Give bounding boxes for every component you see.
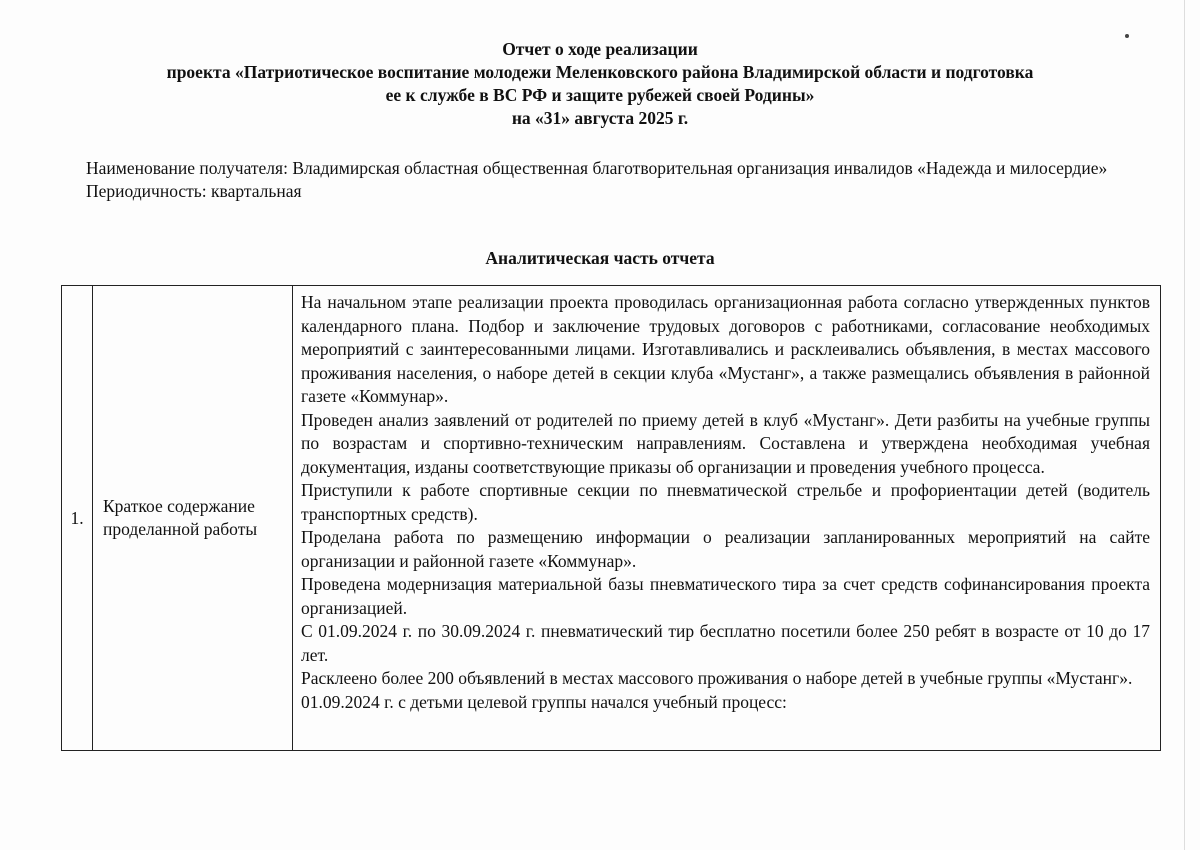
title-line-3: ее к службе в ВС РФ и защите рубежей своей Родины»: [385, 85, 815, 105]
content-paragraph: С 01.09.2024 г. по 30.09.2024 г. пневматический тир бесплатно посетили более 250 ребят в возрасте от 10 до 17 лет.: [301, 621, 1150, 665]
periodicity-value: квартальная: [211, 181, 302, 201]
content-paragraph: Расклеено более 200 объявлений в местах массового проживания о наборе детей в учебные группы «Мустанг».: [301, 668, 1133, 688]
content-paragraph: 01.09.2024 г. с детьми целевой группы начался учебный процесс:: [301, 691, 787, 712]
title-line-2: проекта «Патриотическое воспитание молодежи Меленковского района Владимирской области и подготовка: [166, 62, 1034, 82]
row-content: [293, 286, 1161, 751]
recipient-line: [86, 157, 1156, 180]
report-meta: [86, 157, 1156, 203]
periodicity-label: Периодичность:: [86, 181, 207, 201]
content-paragraph: Проведен анализ заявлений от родителей по приему детей в клуб «Мустанг». Дети разбиты на учебные группы по возрастам и спортивно-техническим направлениям. Составлена и утверждена необходимая учебная документация, изданы соответствующие приказы об организации и проведения учебного процесса.: [301, 409, 1150, 477]
title-line-1: Отчет о ходе реализации: [502, 39, 698, 59]
periodicity-line: [86, 180, 1156, 203]
content-paragraph: Проделана работа по размещению информации о реализации запланированных мероприятий на сайте организации и районной газете «Коммунар».: [301, 527, 1150, 571]
recipient-value: Владимирская областная общественная благотворительная организация инвалидов «Надежда и милосердие»: [292, 158, 1108, 178]
recipient-label: Наименование получателя:: [86, 158, 288, 178]
content-paragraph: Приступили к работе спортивные секции по пневматической стрельбе и профориентации детей (водитель транспортных средств).: [301, 480, 1150, 524]
content-paragraph: На начальном этапе реализации проекта проводилась организационная работа согласно утвержденных пунктов календарного плана. Подбор и заключение трудовых договоров с работниками, согласование необходимых мероприятий с заинтересованными лицами. Изготавливались и расклеивались объявления, в местах массового проживания населения, о наборе детей в секции клуба «Мустанг», а также размещались объявления в районной газете «Коммунар».: [301, 292, 1150, 406]
section-title: Аналитическая часть отчета: [485, 248, 715, 268]
scan-edge: [1184, 0, 1185, 850]
table-row: [62, 286, 1161, 751]
title-line-4: на «31» августа 2025 г.: [511, 108, 689, 128]
row-number: 1.: [62, 286, 93, 751]
content-paragraph: Проведена модернизация материальной базы пневматического тира за счет средств софинансирования проекта организацией.: [301, 574, 1150, 618]
analytics-table: [61, 285, 1161, 751]
report-title: [60, 38, 1140, 130]
row-heading: Краткое содержание проделанной работы: [93, 286, 293, 751]
